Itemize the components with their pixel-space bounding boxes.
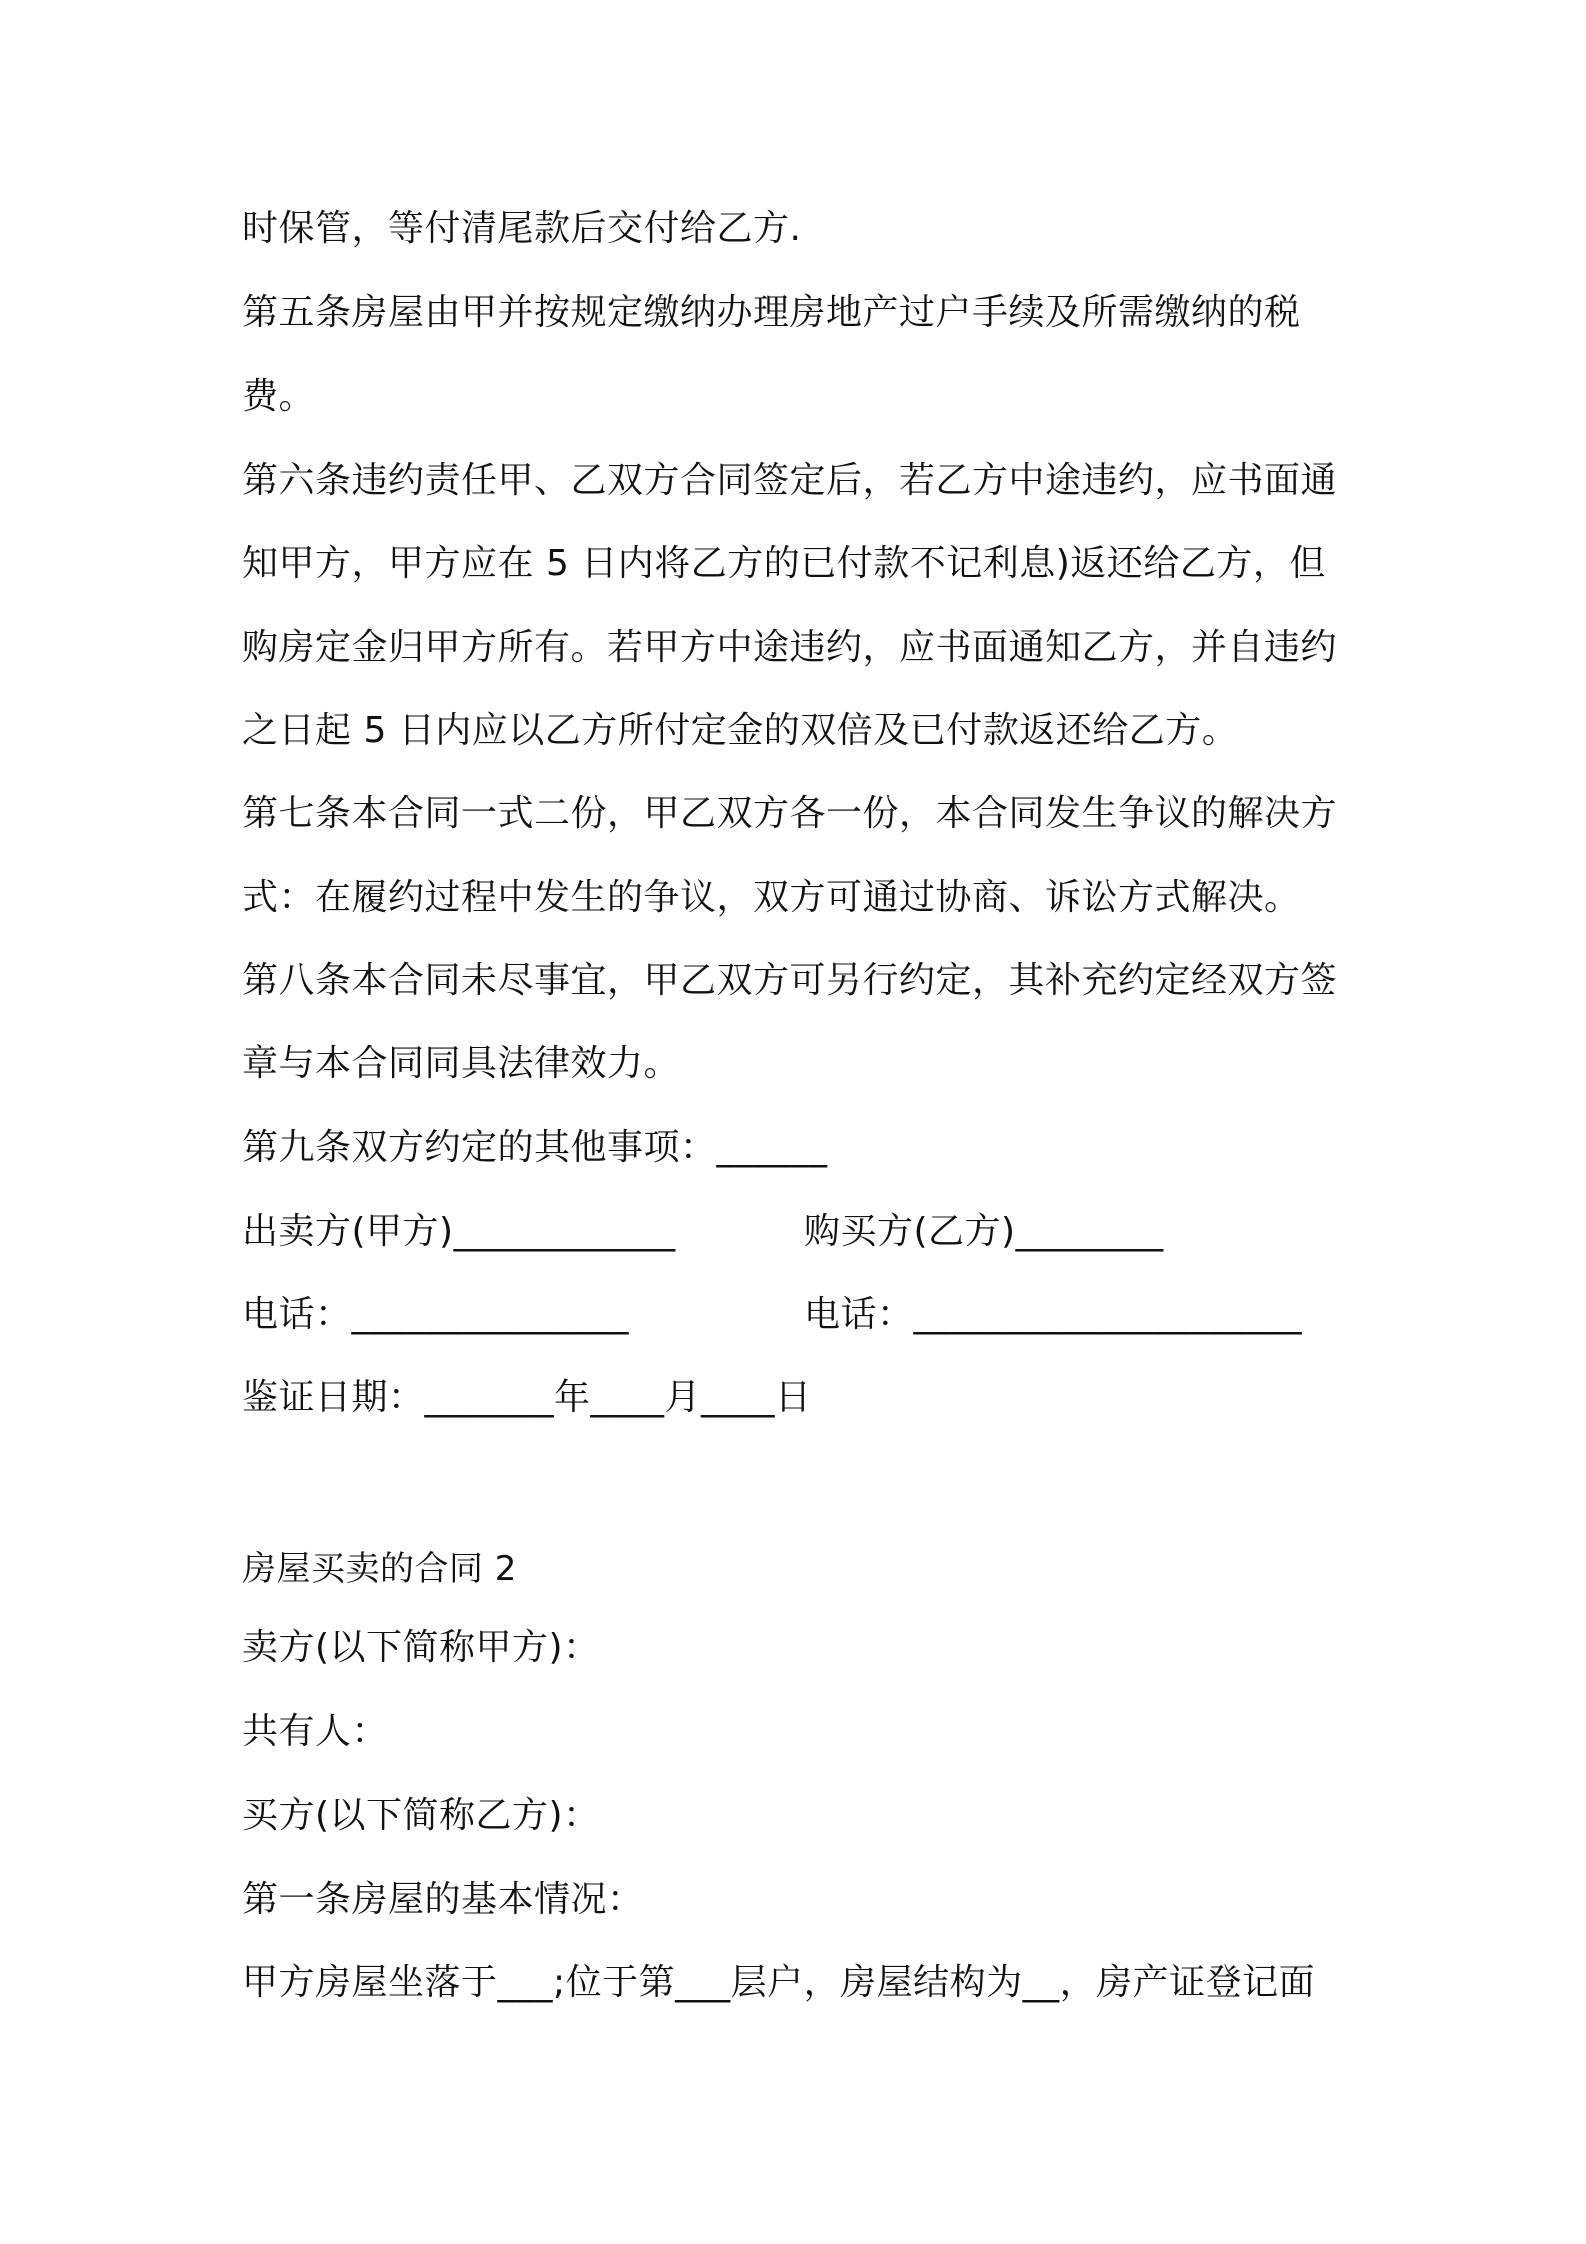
seller-phone-line: 电话：_______________ — [242, 1294, 630, 1335]
article-5-line-2: 费。 — [242, 376, 316, 417]
article-8-line-2: 章与本合同同具法律效力。 — [242, 1043, 681, 1084]
buyer-phone-line: 电话：_____________________ — [804, 1294, 1303, 1335]
contract-2-article-1-heading: 第一条房屋的基本情况： — [242, 1879, 644, 1920]
article-6-line-2: 知甲方，甲方应在 5 日内将乙方的已付款不记利息)返还给乙方，但 — [242, 543, 1326, 584]
article-6-line-4: 之日起 5 日内应以乙方所付定金的双倍及已付款返还给乙方。 — [242, 710, 1239, 751]
buyer-signature-line: 购买方(乙方)________ — [804, 1211, 1164, 1252]
contract-2-buyer-line: 买方(以下简称乙方)： — [242, 1795, 600, 1836]
article-6-line-3: 购房定金归甲方所有。若甲方中途违约，应书面通知乙方，并自违约 — [242, 627, 1338, 668]
contract-2-title: 房屋买卖的合同 2 — [242, 1549, 517, 1589]
seller-signature-line: 出卖方(甲方)____________ — [242, 1211, 676, 1252]
article-5-line-1: 第五条房屋由甲并按规定缴纳办理房地产过户手续及所需缴纳的税 — [242, 292, 1301, 333]
contract-2-article-1-line-1: 甲方房屋坐落于___;位于第___层户，房屋结构为__，房产证登记面 — [242, 1962, 1316, 2003]
paragraph-line: 时保管，等付清尾款后交付给乙方. — [242, 208, 802, 249]
article-9-line: 第九条双方约定的其他事项：______ — [242, 1127, 828, 1168]
contract-2-seller-line: 卖方(以下简称甲方)： — [242, 1627, 600, 1668]
article-6-line-1: 第六条违约责任甲、乙双方合同签定后，若乙方中途违约，应书面通 — [242, 460, 1338, 501]
verify-date-line: 鉴证日期：_______年____月____日 — [242, 1377, 812, 1418]
article-7-line-1: 第七条本合同一式二份，甲乙双方各一份，本合同发生争议的解决方 — [242, 793, 1338, 834]
contract-2-coowner-line: 共有人： — [242, 1711, 389, 1752]
article-7-line-2: 式：在履约过程中发生的争议，双方可通过协商、诉讼方式解决。 — [242, 877, 1301, 918]
article-8-line-1: 第八条本合同未尽事宜，甲乙双方可另行约定，其补充约定经双方签 — [242, 960, 1338, 1001]
